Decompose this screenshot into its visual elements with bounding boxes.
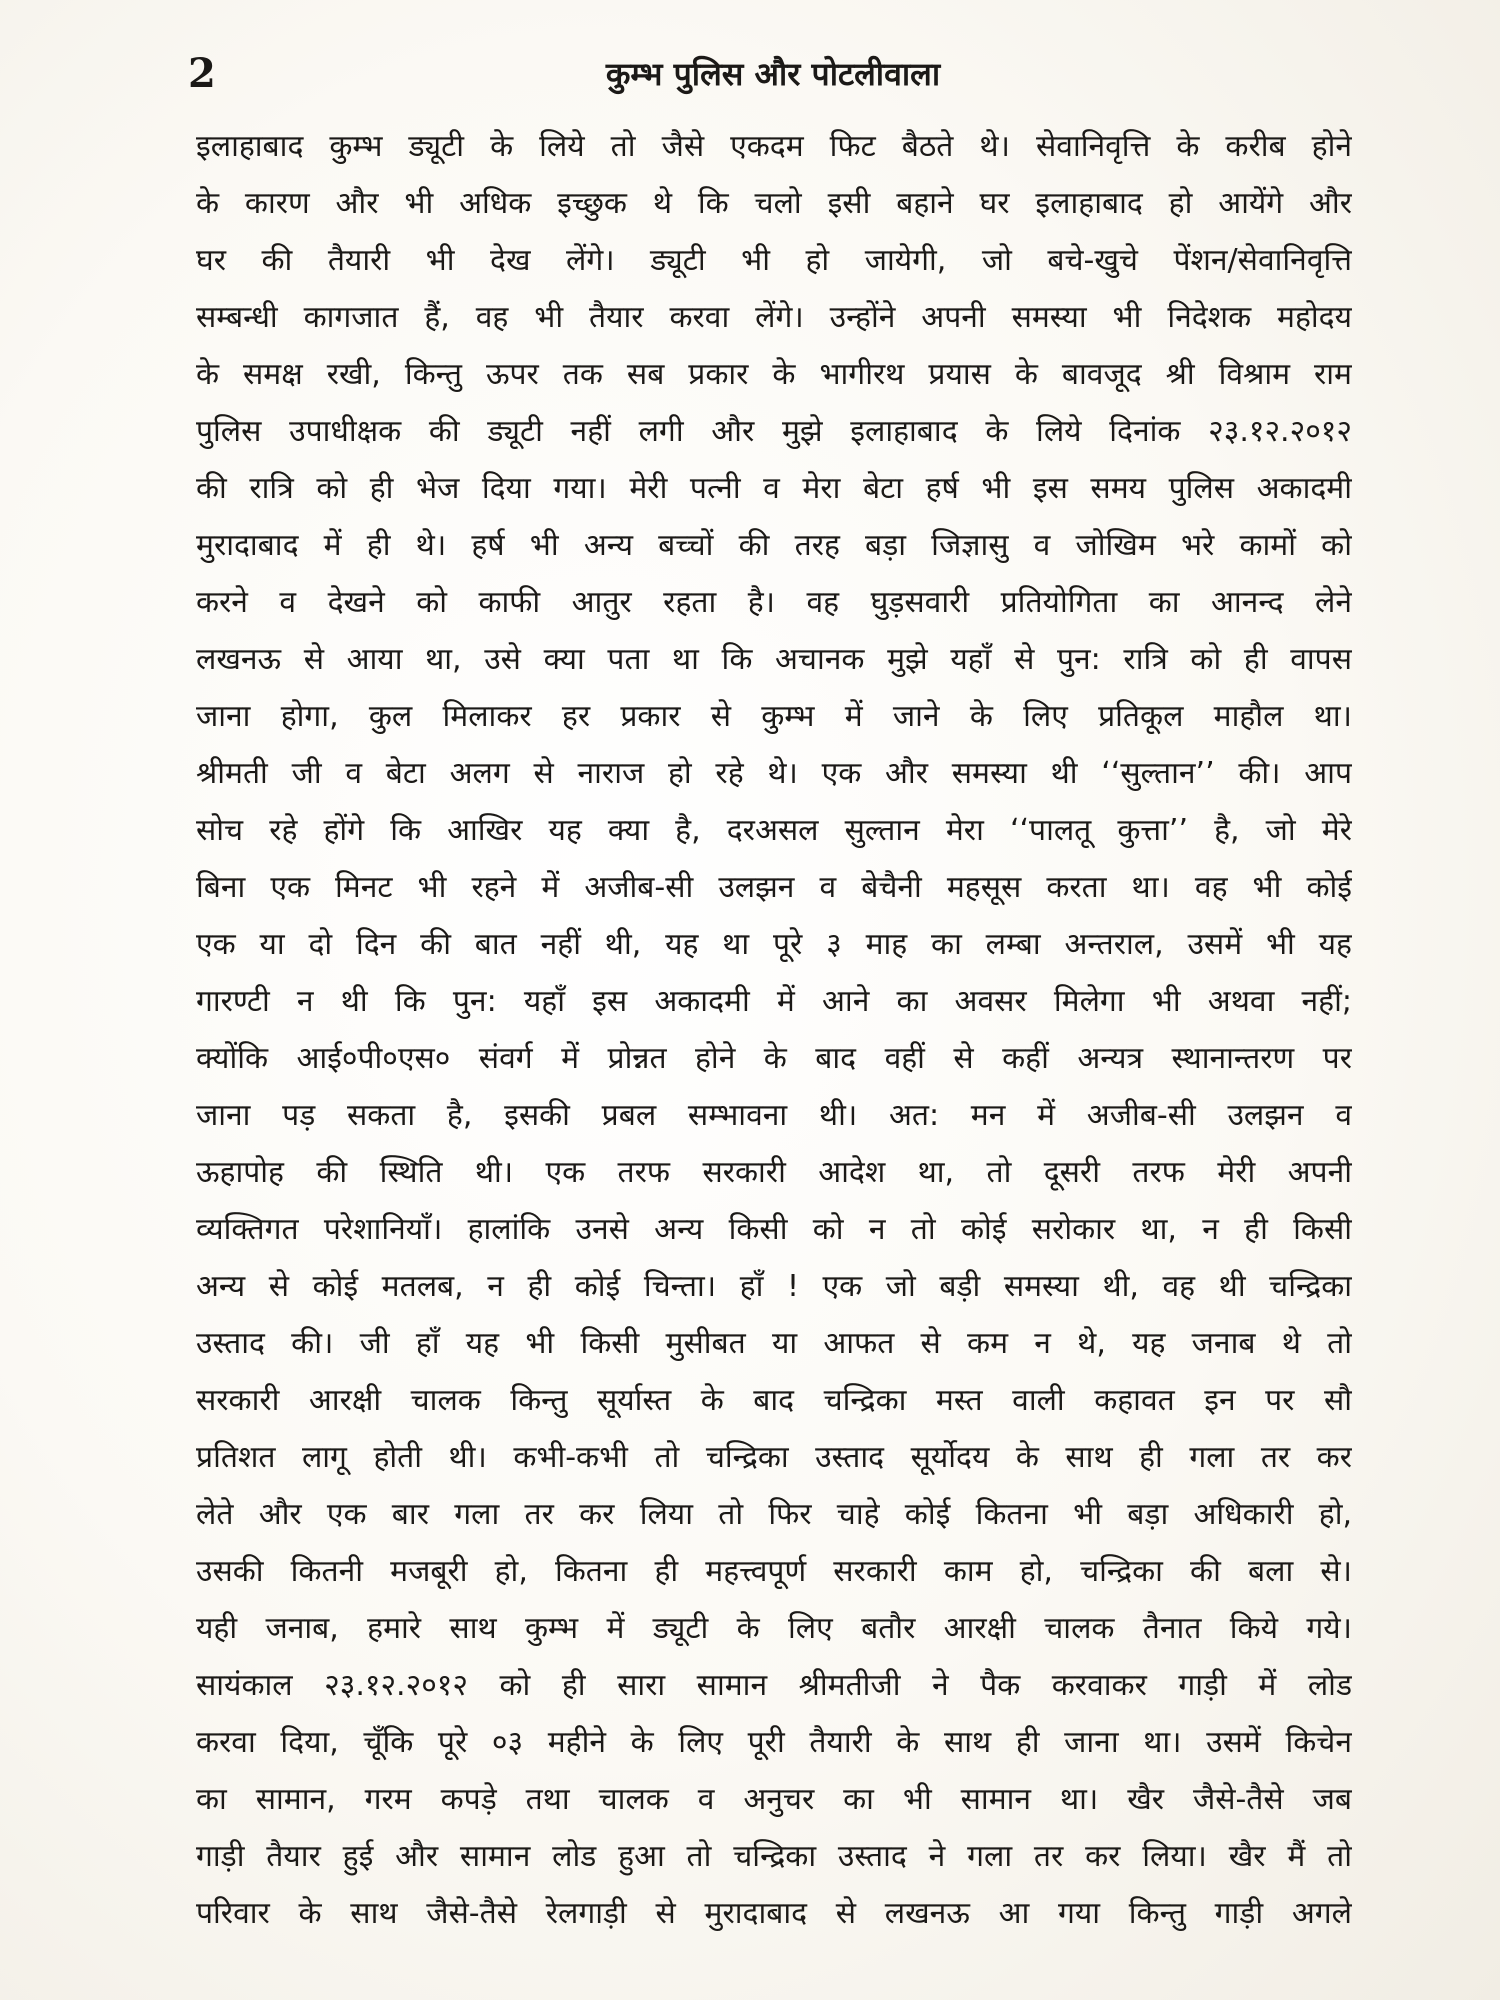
text-line-7: की रात्रि को ही भेज दिया गया। मेरी पत्नी व मेरा बेटा हर्ष भी इस समय पुलिस अकादमी: [196, 471, 1352, 506]
text-line-19: ऊहापोह की स्थिति थी। एक तरफ सरकारी आदेश था, तो दूसरी तरफ मेरी अपनी: [196, 1155, 1352, 1190]
text-line-12: श्रीमती जी व बेटा अलग से नाराज हो रहे थे। एक और समस्या थी ‘‘सुल्तान’’ की। आप: [196, 756, 1352, 791]
text-line-18: जाना पड़ सकता है, इसकी प्रबल सम्भावना थी। अत: मन में अजीब-सी उलझन व: [196, 1098, 1352, 1133]
text-line-22: उस्ताद की। जी हाँ यह भी किसी मुसीबत या आफत से कम न थे, यह जनाब थे तो: [196, 1326, 1352, 1361]
text-line-13: सोच रहे होंगे कि आखिर यह क्या है, दरअसल सुल्तान मेरा ‘‘पालतू कुत्ता’’ है, जो मेरे: [196, 813, 1352, 848]
text-line-17: क्योंकि आई०पी०एस० संवर्ग में प्रोन्नत होने के बाद वहीं से कहीं अन्यत्र स्थानान्तरण पर: [196, 1041, 1352, 1076]
running-title: कुम्भ पुलिस और पोटलीवाला: [605, 55, 941, 93]
text-line-9: करने व देखने को काफी आतुर रहता है। वह घुड़सवारी प्रतियोगिता का आनन्द लेने: [196, 585, 1352, 620]
text-line-8: मुरादाबाद में ही थे। हर्ष भी अन्य बच्चों की तरह बड़ा जिज्ञासु व जोखिम भरे कामों को: [196, 528, 1352, 563]
text-line-1: इलाहाबाद कुम्भ ड्यूटी के लिये तो जैसे एकदम फिट बैठते थे। सेवानिवृत्ति के करीब होने: [196, 129, 1352, 164]
page-header: [188, 44, 1358, 104]
text-line-5: के समक्ष रखी, किन्तु ऊपर तक सब प्रकार के भागीरथ प्रयास के बावजूद श्री विश्राम राम: [196, 357, 1352, 392]
text-line-3: घर की तैयारी भी देख लेंगे। ड्यूटी भी हो जायेगी, जो बचे-खुचे पेंशन/सेवानिवृत्ति: [196, 243, 1352, 278]
text-line-10: लखनऊ से आया था, उसे क्या पता था कि अचानक मुझे यहाँ से पुन: रात्रि को ही वापस: [196, 642, 1352, 677]
text-line-32: परिवार के साथ जैसे-तैसे रेलगाड़ी से मुरादाबाद से लखनऊ आ गया किन्तु गाड़ी अगले: [196, 1896, 1352, 1931]
text-line-24: प्रतिशत लागू होती थी। कभी-कभी तो चन्द्रिका उस्ताद सूर्योदय के साथ ही गला तर कर: [196, 1440, 1352, 1475]
text-line-30: का सामान, गरम कपड़े तथा चालक व अनुचर का भी सामान था। खैर जैसे-तैसे जब: [196, 1782, 1352, 1817]
text-line-31: गाड़ी तैयार हुई और सामान लोड हुआ तो चन्द्रिका उस्ताद ने गला तर कर लिया। खैर मैं तो: [196, 1839, 1352, 1874]
text-line-26: उसकी कितनी मजबूरी हो, कितना ही महत्त्वपूर्ण सरकारी काम हो, चन्द्रिका की बला से।: [196, 1554, 1352, 1589]
text-line-23: सरकारी आरक्षी चालक किन्तु सूर्यास्त के बाद चन्द्रिका मस्त वाली कहावत इन पर सौ: [196, 1383, 1352, 1418]
page-number: 2: [188, 50, 216, 97]
text-line-14: बिना एक मिनट भी रहने में अजीब-सी उलझन व बेचैनी महसूस करता था। वह भी कोई: [196, 870, 1352, 905]
text-line-21: अन्य से कोई मतलब, न ही कोई चिन्ता। हाँ ! एक जो बड़ी समस्या थी, वह थी चन्द्रिका: [196, 1269, 1352, 1304]
text-line-6: पुलिस उपाधीक्षक की ड्यूटी नहीं लगी और मुझे इलाहाबाद के लिये दिनांक २३.१२.२०१२: [196, 414, 1352, 449]
text-line-16: गारण्टी न थी कि पुन: यहाँ इस अकादमी में आने का अवसर मिलेगा भी अथवा नहीं;: [196, 984, 1352, 1019]
body-text: [196, 118, 1352, 1942]
text-line-20: व्यक्तिगत परेशानियाँ। हालांकि उनसे अन्य किसी को न तो कोई सरोकार था, न ही किसी: [196, 1212, 1352, 1247]
text-line-28: सायंकाल २३.१२.२०१२ को ही सारा सामान श्रीमतीजी ने पैक करवाकर गाड़ी में लोड: [196, 1668, 1352, 1703]
text-line-29: करवा दिया, चूँकि पूरे ०३ महीने के लिए पूरी तैयारी के साथ ही जाना था। उसमें किचेन: [196, 1725, 1352, 1760]
text-line-15: एक या दो दिन की बात नहीं थी, यह था पूरे ३ माह का लम्बा अन्तराल, उसमें भी यह: [196, 927, 1352, 962]
text-line-4: सम्बन्धी कागजात हैं, वह भी तैयार करवा लेंगे। उन्होंने अपनी समस्या भी निदेशक महोदय: [196, 300, 1352, 335]
text-line-25: लेते और एक बार गला तर कर लिया तो फिर चाहे कोई कितना भी बड़ा अधिकारी हो,: [196, 1497, 1352, 1532]
text-line-27: यही जनाब, हमारे साथ कुम्भ में ड्यूटी के लिए बतौर आरक्षी चालक तैनात किये गये।: [196, 1611, 1352, 1646]
text-line-11: जाना होगा, कुल मिलाकर हर प्रकार से कुम्भ में जाने के लिए प्रतिकूल माहौल था।: [196, 699, 1352, 734]
text-line-2: के कारण और भी अधिक इच्छुक थे कि चलो इसी बहाने घर इलाहाबाद हो आयेंगे और: [196, 186, 1352, 221]
